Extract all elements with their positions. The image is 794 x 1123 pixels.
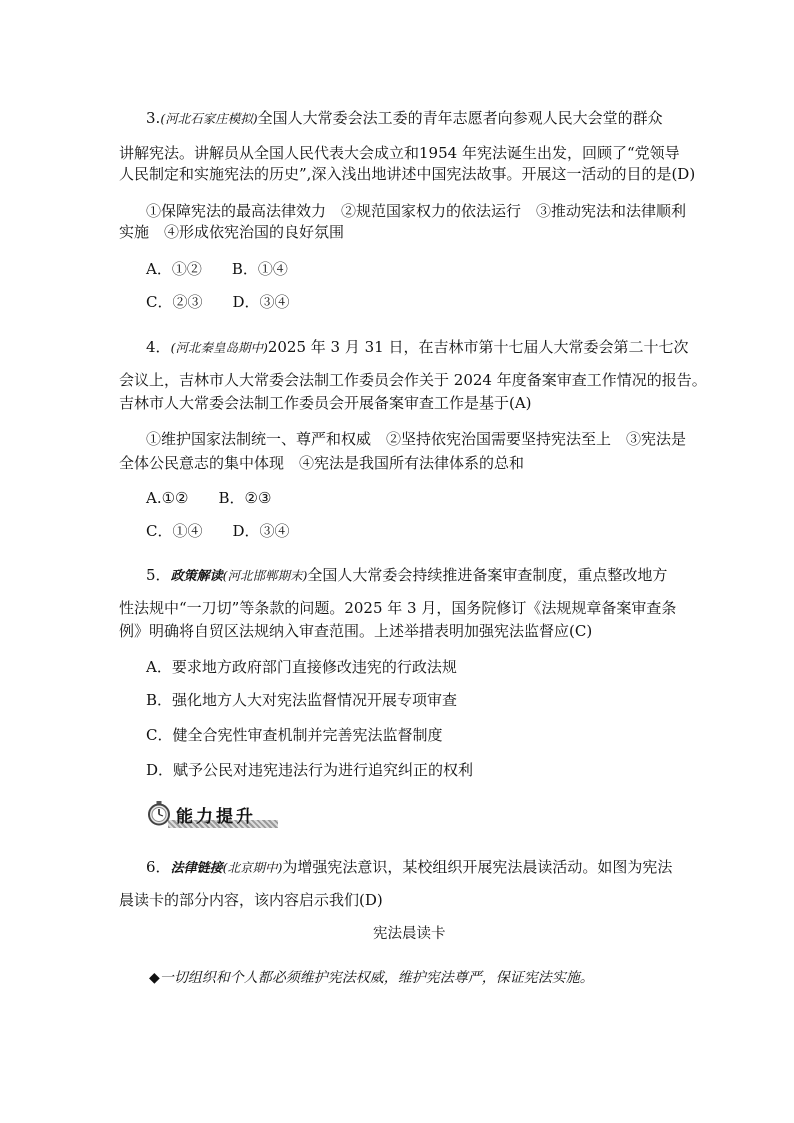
q3-text-line2: 讲解宪法。讲解员从全国人民代表大会成立和1954 年宪法诞生出发，回顾了“党领导 [119, 144, 680, 162]
q5-option-b: B．强化地方人大对宪法监督情况开展专项审查 [146, 691, 458, 709]
q5-line1: 5．政策解读(河北邯郸期末)全国人大常委会持续推进备案审查制度，重点整改地方 [146, 566, 668, 584]
q5-option-c: C．健全合宪性审查机制并完善宪法监督制度 [146, 726, 443, 744]
stopwatch-icon [146, 800, 172, 826]
q4-line1: 4．(河北秦皇岛期中)2025 年 3 月 31 日，在吉林市第十七届人大常委会第二十七次 [146, 338, 689, 356]
q5-text-line1: 全国人大常委会持续推进备案审查制度，重点整改地方 [307, 566, 668, 584]
q4-statements-line2: 全体公民意志的集中体现 ④宪法是我国所有法律体系的总和 [119, 454, 525, 472]
q5-text-line3: 例》明确将自贸区法规纳入审查范围。上述举措表明加强宪法监督应(C) [119, 622, 593, 640]
q3-number: 3 [146, 109, 156, 127]
q5-source: (河北邯郸期末) [222, 568, 308, 583]
q4-options-ab: A.①② B．②③ [146, 489, 272, 507]
card-item: ◆一切组织和个人都必须维护宪法权威，维护宪法尊严，保证宪法实施。 [149, 970, 594, 986]
q6-tag: 法律链接 [170, 861, 223, 876]
card-title: 宪法晨读卡 [373, 926, 446, 942]
q3-line1: 3.(河北石家庄模拟)全国人大常委会法工委的青年志愿者向参观人民大会堂的群众 [146, 109, 663, 127]
q5-option-d: D．赋予公民对违宪违法行为进行追究纠正的权利 [146, 761, 474, 779]
q3-source: (河北石家庄模拟) [160, 111, 258, 126]
q5-number: 5 [146, 566, 156, 584]
q3-text-line1: 全国人大常委会法工委的青年志愿者向参观人民大会堂的群众 [257, 109, 663, 127]
q6-number: 6 [146, 858, 156, 876]
q4-text-line3: 吉林市人大常委会法制工作委员会开展备案审查工作是基于(A) [119, 394, 532, 412]
q6-source: (北京期中) [222, 860, 283, 875]
q4-text-line1: 2025 年 3 月 31 日，在吉林市第十七届人大常委会第二十七次 [267, 338, 689, 356]
q3-options-ab: A．①② B．①④ [146, 260, 288, 278]
section-title: 能力提升 [176, 807, 256, 827]
q5-option-a: A．要求地方政府部门直接修改违宪的行政法规 [146, 658, 457, 676]
section-header [146, 800, 276, 830]
q3-text-line3: 人民制定和实施宪法的历史”,深入浅出地讲述中国宪法故事。开展这一活动的目的是(D) [119, 165, 696, 183]
q4-text-line2: 会议上，吉林市人大常委会法制工作委员会作关于 2024 年度备案审查工作情况的报告。 [119, 371, 707, 389]
q3-statements-line2: 实施 ④形成依宪治国的良好氛围 [119, 223, 345, 241]
q6-line1: 6．法律链接(北京期中)为增强宪法意识，某校组织开展宪法晨读活动。如图为宪法 [146, 858, 673, 876]
q4-options-cd: C．①④ D．③④ [146, 522, 290, 540]
q4-number: 4 [146, 338, 156, 356]
q6-text-line1: 为增强宪法意识，某校组织开展宪法晨读活动。如图为宪法 [282, 858, 673, 876]
q3-options-cd: C．②③ D．③④ [146, 293, 290, 311]
q6-text-line2: 晨读卡的部分内容，该内容启示我们(D) [119, 891, 383, 909]
q3-statements-line1: ①保障宪法的最高法律效力 ②规范国家权力的依法运行 ③推动宪法和法律顺利 [146, 202, 687, 220]
q4-statements-line1: ①维护国家法制统一、尊严和权威 ②坚持依宪治国需要坚持宪法至上 ③宪法是 [146, 430, 687, 448]
q4-source: (河北秦皇岛期中) [170, 340, 268, 355]
q5-tag: 政策解读 [170, 569, 223, 584]
q5-text-line2: 性法规中“一刀切”等条款的问题。2025 年 3 月，国务院修订《法规规章备案审查条 [119, 599, 677, 617]
